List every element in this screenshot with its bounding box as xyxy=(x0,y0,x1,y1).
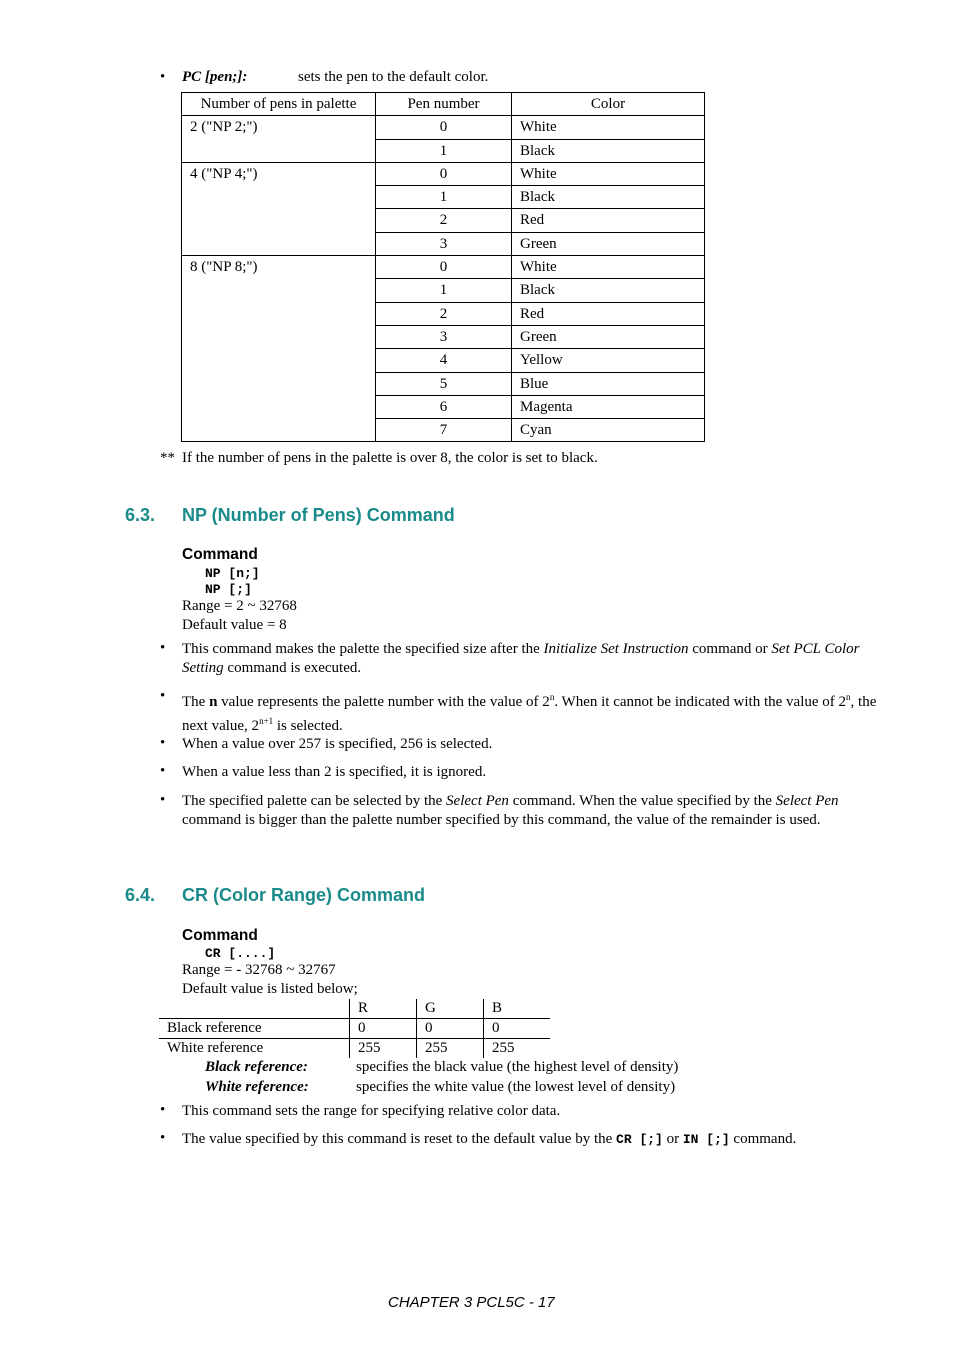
table-row xyxy=(182,116,705,139)
color-cell: Green xyxy=(512,325,705,348)
np-range: Range = 2 ~ 32768 xyxy=(182,598,297,614)
table-cell: 255 xyxy=(484,1039,551,1059)
table-header-row xyxy=(182,93,705,116)
pen-number-cell: 7 xyxy=(376,419,512,442)
page-footer: CHAPTER 3 PCL5C - 17 xyxy=(388,1294,555,1311)
color-cell: White xyxy=(512,256,705,279)
pen-number-cell: 2 xyxy=(376,209,512,232)
pen-number-cell: 1 xyxy=(376,139,512,162)
cr-range: Range = - 32768 ~ 32767 xyxy=(182,962,336,978)
def-desc-white: specifies the white value (the lowest level of density) xyxy=(356,1079,676,1095)
np-syntax-2: NP [;] xyxy=(205,582,252,597)
cr-syntax: CR [....] xyxy=(205,946,276,961)
table-cell: 0 xyxy=(484,1019,551,1039)
table-cell: Black reference xyxy=(159,1019,350,1039)
color-cell: Yellow xyxy=(512,349,705,372)
pen-color-table xyxy=(181,92,705,442)
pc-label: PC [pen;]: xyxy=(182,69,248,85)
bullet: • xyxy=(160,688,166,704)
table-header-b: B xyxy=(484,999,551,1019)
np-default: Default value = 8 xyxy=(182,617,287,633)
pen-number-cell: 1 xyxy=(376,279,512,302)
color-cell: Magenta xyxy=(512,395,705,418)
palette-cell: 8 ("NP 8;") xyxy=(182,256,376,442)
table-header-g: G xyxy=(417,999,484,1019)
pen-number-cell: 4 xyxy=(376,349,512,372)
color-cell: Red xyxy=(512,302,705,325)
table-header-r: R xyxy=(350,999,417,1019)
table-row xyxy=(159,1019,550,1039)
bullet: • xyxy=(160,735,166,751)
cr-default: Default value is listed below; xyxy=(182,981,358,997)
def-desc-black: specifies the black value (the highest level of density) xyxy=(356,1059,679,1075)
color-cell: Red xyxy=(512,209,705,232)
color-cell: Blue xyxy=(512,372,705,395)
bullet: • xyxy=(160,1102,166,1118)
table-row xyxy=(159,999,550,1019)
pen-number-cell: 3 xyxy=(376,325,512,348)
pen-number-cell: 3 xyxy=(376,232,512,255)
pen-number-cell: 0 xyxy=(376,116,512,139)
cr-bullet-1: This command sets the range for specifying relative color data. xyxy=(182,1103,561,1119)
color-cell: Green xyxy=(512,232,705,255)
table-row xyxy=(159,1039,550,1059)
command-label: Command xyxy=(182,927,258,944)
bullet: • xyxy=(160,792,166,808)
table-cell: White reference xyxy=(167,1040,264,1056)
table-header: Number of pens in palette xyxy=(182,93,376,116)
table-cell: 0 xyxy=(350,1019,417,1039)
table-cell: 255 xyxy=(350,1039,417,1059)
pc-desc: sets the pen to the default color. xyxy=(298,69,489,85)
bullet: • xyxy=(160,640,166,656)
pen-number-cell: 2 xyxy=(376,302,512,325)
color-cell: Black xyxy=(512,186,705,209)
np-bullet-5: The specified palette can be selected by the Select Pen command. When the value specified by the Select Pen command is bigger than the palette number specified by this command, the value of the remainder is used. xyxy=(182,793,839,828)
color-cell: Cyan xyxy=(512,419,705,442)
def-term-white: White reference: xyxy=(205,1079,309,1095)
color-cell: White xyxy=(512,162,705,185)
table-header: Color xyxy=(512,93,705,116)
note-marker: ** xyxy=(160,450,175,466)
command-label: Command xyxy=(182,546,258,563)
table-row xyxy=(182,162,705,185)
palette-cell: 2 ("NP 2;") xyxy=(182,116,376,163)
bullet: • xyxy=(160,1130,166,1146)
np-bullet-1: This command makes the palette the specified size after the Initialize Set Instruction command or Set PCL Color Setting command is executed. xyxy=(182,641,860,676)
section-title-np: NP (Number of Pens) Command xyxy=(182,505,455,525)
table-row xyxy=(182,256,705,279)
table-cell: 255 xyxy=(417,1039,484,1059)
pen-number-cell: 0 xyxy=(376,162,512,185)
np-syntax-1: NP [n;] xyxy=(205,566,260,581)
bullet: • xyxy=(160,69,166,85)
pen-number-cell: 1 xyxy=(376,186,512,209)
color-cell: Black xyxy=(512,279,705,302)
np-bullet-4: When a value less than 2 is specified, it is ignored. xyxy=(182,764,487,780)
bullet: • xyxy=(160,763,166,779)
pen-number-cell: 5 xyxy=(376,372,512,395)
section-number-6-3: 6.3. xyxy=(125,505,156,525)
color-cell: White xyxy=(512,116,705,139)
palette-cell: 4 ("NP 4;") xyxy=(182,162,376,255)
section-title-cr: CR (Color Range) Command xyxy=(182,885,425,905)
note-text: If the number of pens in the palette is over 8, the color is set to black. xyxy=(182,450,598,466)
def-term-black: Black reference: xyxy=(205,1059,308,1075)
pen-number-cell: 6 xyxy=(376,395,512,418)
table-cell: 0 xyxy=(417,1019,484,1039)
np-bullet-2: The n value represents the palette number with the value of 2$^n$. When it cannot be indicated with the value of 2$^n$, the next value, $2^{n+1}$ is selected. xyxy=(182,692,877,734)
table-cell xyxy=(159,999,350,1019)
color-cell: Black xyxy=(512,139,705,162)
pen-number-cell: 0 xyxy=(376,256,512,279)
section-number-6-4: 6.4. xyxy=(125,885,156,905)
color-range-table xyxy=(159,999,550,1058)
table-header: Pen number xyxy=(376,93,512,116)
cr-bullet-2: The value specified by this command is reset to the default value by the CR [;] or IN [;] command. xyxy=(182,1131,797,1147)
np-bullet-3: When a value over 257 is specified, 256 is selected. xyxy=(182,736,493,752)
